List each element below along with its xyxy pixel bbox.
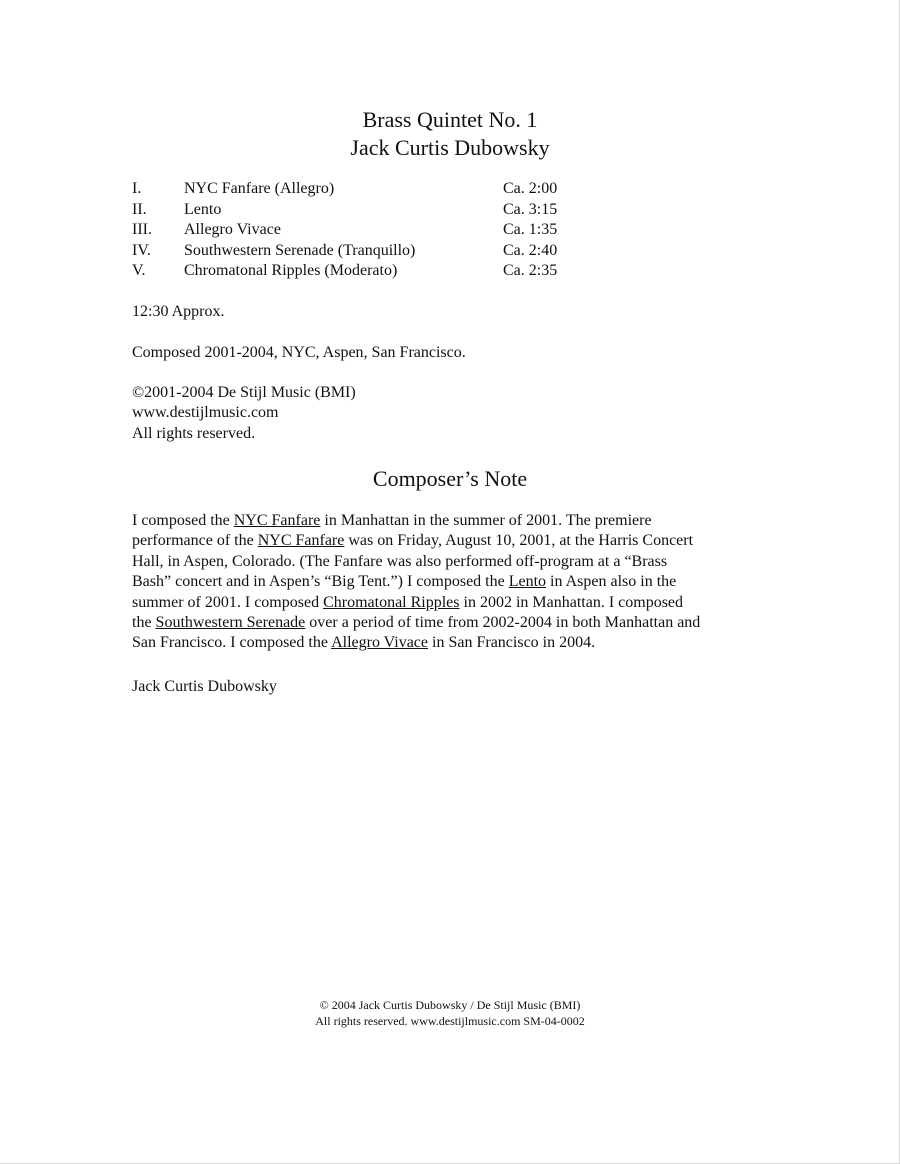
work-title: NYC Fanfare — [233, 512, 321, 529]
note-text: summer of 2001. I composed — [132, 593, 324, 611]
website-text: www.destijlmusic.com — [132, 404, 279, 422]
note-text: Bash” concert and in Aspen’s “Big Tent.”) I composed the — [132, 573, 509, 591]
composer-name: Jack Curtis Dubowsky — [350, 135, 550, 160]
note-text: the — [132, 614, 156, 632]
note-text: in 2002 in Manhattan. I composed — [459, 593, 684, 611]
rights-text: All rights reserved. — [132, 424, 256, 442]
copyright-line: ©2001-2004 De Stijl Music (BMI) — [132, 384, 356, 401]
piece-title: Brass Quintet No. 1 — [362, 107, 538, 132]
movement-duration: Ca. 3:15 — [503, 200, 558, 218]
work-title: Lento — [508, 573, 547, 591]
note-line — [132, 633, 700, 653]
composition-info: Composed 2001-2004, NYC, Aspen, San Francisco. — [132, 344, 466, 361]
total-duration: 12:30 Approx. — [132, 303, 225, 320]
movement-duration: Ca. 2:00 — [503, 180, 558, 197]
note-line — [132, 613, 700, 633]
movement-title: Southwestern Serenade (Tranquillo) — [184, 241, 416, 259]
note-text: in San Francisco in 2004. — [428, 634, 596, 652]
note-line — [132, 572, 700, 592]
movement-duration: Ca. 1:35 — [503, 221, 558, 239]
movement-number: II. — [132, 200, 147, 218]
signature: Jack Curtis Dubowsky — [132, 678, 277, 695]
page-footer — [0, 997, 900, 1029]
note-line — [132, 531, 700, 551]
movement-duration: Ca. 2:40 — [503, 241, 558, 259]
note-text: over a period of time from 2002-2004 in both Manhattan and — [305, 614, 701, 632]
note-paragraph — [132, 511, 700, 654]
note-text: was on Friday, August 10, 2001, at the Harris Concert — [344, 532, 694, 550]
note-text: San Francisco. I composed the — [132, 634, 332, 652]
movement-title: Chromatonal Ripples (Moderato) — [184, 262, 398, 280]
movement-title: NYC Fanfare (Allegro) — [184, 180, 335, 197]
note-text: I composed the — [132, 512, 234, 529]
movement-number: IV. — [132, 241, 151, 259]
note-text: performance of the — [132, 532, 258, 550]
note-text: in Manhattan in the summer of 2001. The premiere — [320, 512, 652, 529]
work-title: Chromatonal Ripples — [323, 593, 460, 611]
copyright-block — [132, 383, 356, 444]
movement-title: Allegro Vivace — [184, 221, 281, 239]
note-text: in Aspen also in the — [546, 573, 677, 591]
title-block — [0, 106, 900, 162]
note-line — [132, 511, 700, 531]
note-heading: Composer’s Note — [372, 466, 528, 491]
movement-number: I. — [132, 180, 142, 197]
movement-title: Lento — [184, 200, 222, 218]
movement-duration: Ca. 2:35 — [503, 262, 558, 280]
work-title: Allegro Vivace — [331, 634, 429, 652]
footer-copyright: © 2004 Jack Curtis Dubowsky / De Stijl Music (BMI) — [319, 998, 581, 1012]
footer-rights: All rights reserved. www.destijlmusic.com SM-04-0002 — [315, 1014, 585, 1028]
note-line — [132, 552, 700, 572]
note-line — [132, 593, 700, 613]
movement-number: III. — [132, 221, 152, 239]
work-title: Southwestern Serenade — [155, 614, 306, 632]
note-text: Hall, in Aspen, Colorado. (The Fanfare was also performed off-program at a “Brass — [132, 552, 668, 570]
movement-number: V. — [132, 262, 146, 280]
work-title: NYC Fanfare — [257, 532, 345, 550]
